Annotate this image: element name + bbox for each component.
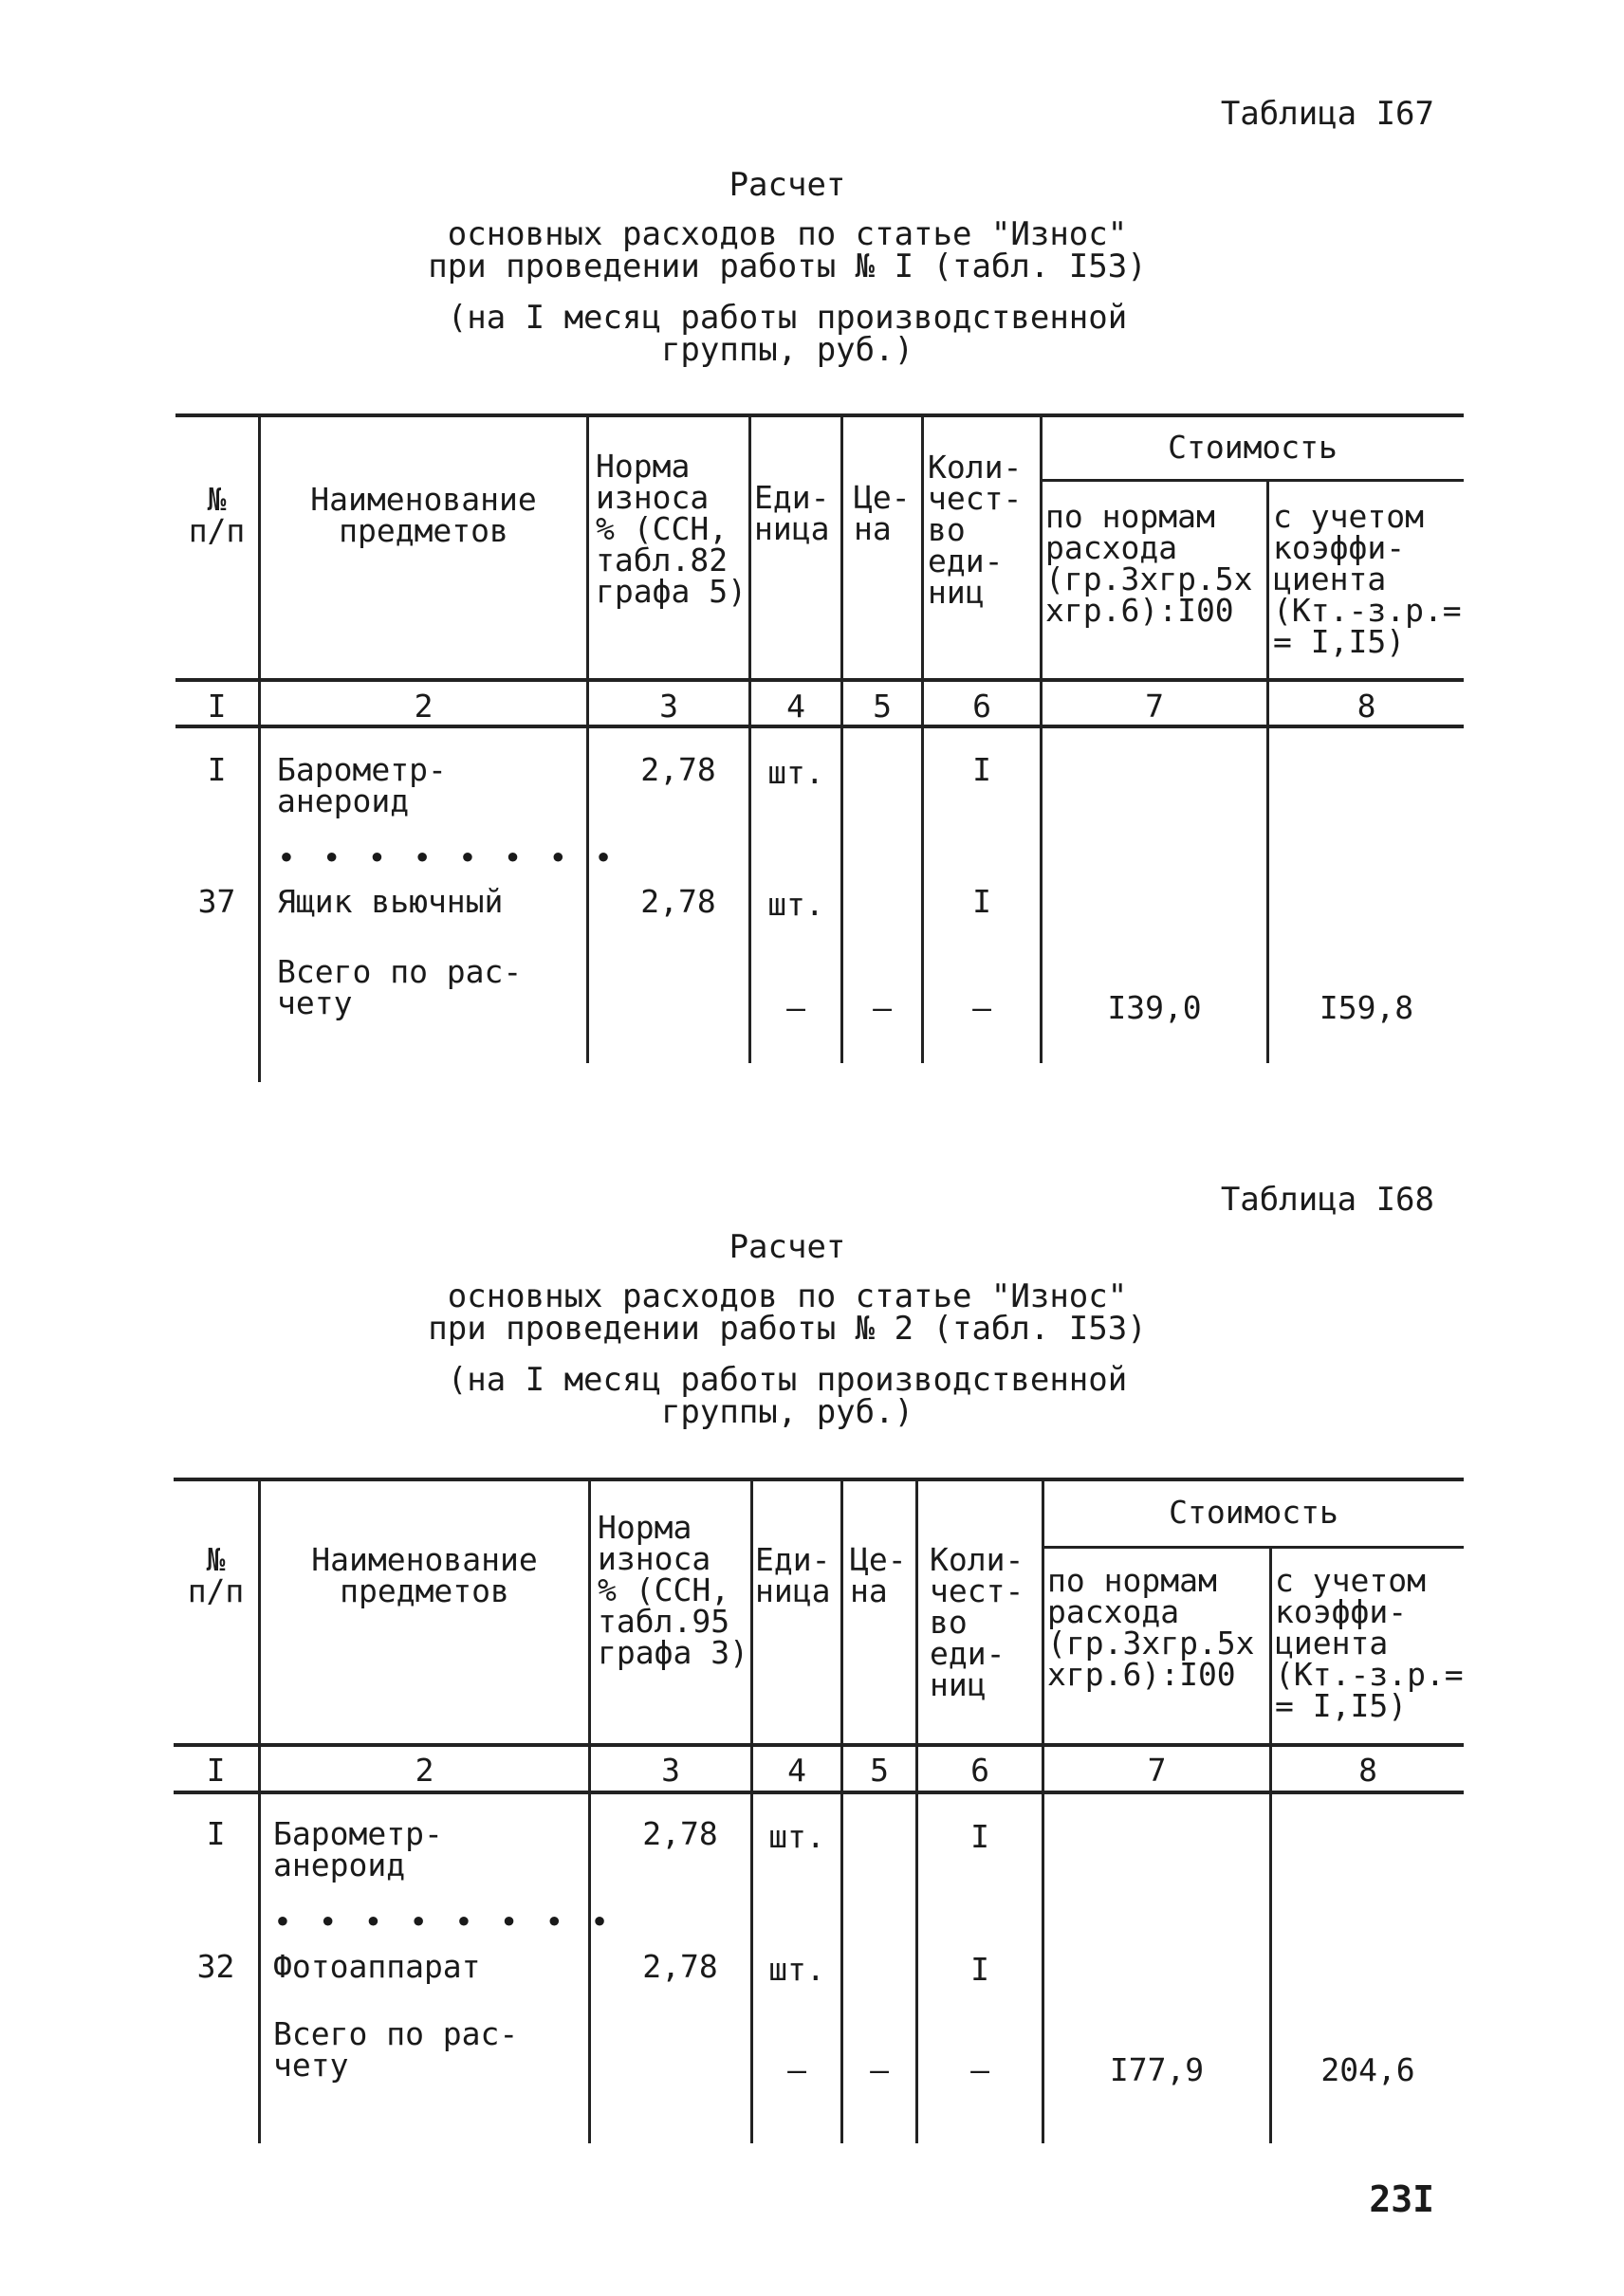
col-number: 5 [870,1752,889,1789]
col-number: 3 [661,1752,680,1789]
header-bottom-rule [175,678,1464,682]
row-unit: – [787,2051,806,2088]
row-norm: 2,78 [642,1948,718,1985]
row-qty: I [970,1818,989,1855]
row-norm: 2,78 [640,883,716,920]
page-number: 23I [1369,2178,1434,2220]
header-name: Наименование предметов [310,481,537,549]
caption-line: основных расходов по статье "Износ" [447,1277,1128,1315]
col-number: 6 [970,1752,989,1789]
row-total-7: I39,0 [1107,989,1202,1026]
row-num: I [207,751,227,788]
row-total-7: I77,9 [1109,2051,1205,2088]
col-divider [748,413,751,1063]
row-qty: I [970,1951,989,1988]
table-title: Расчет [729,166,846,204]
header-num: № п/п [187,1541,245,1609]
row-qty: – [972,989,991,1026]
table-label: Таблица I68 [1220,1181,1434,1219]
row-name: Барометр- анероид [277,751,447,819]
caption-line: при проведении работы № I (табл. I53) [428,248,1147,285]
colnum-bottom-rule [175,725,1464,728]
header-norm: Норма износа % (ССН, табл.82 графа 5) [596,448,747,610]
row-name: Фотоаппарат [273,1948,481,1985]
col-divider [1040,413,1043,1063]
caption-line: основных расходов по статье "Износ" [447,215,1128,253]
row-ellipsis: • • • • • • • • [277,839,618,876]
row-name: Всего по рас- чету [277,953,523,1021]
row-name: Ящик вьючный [277,883,504,920]
cost-subheader-rule [1043,1546,1464,1549]
table-top-rule [175,413,1464,417]
col-number: I [207,688,227,725]
row-ellipsis: • • • • • • • • [273,1903,614,1940]
header-qty: Коли- чест- во еди- ниц [930,1541,1024,1703]
caption-line: при проведении работы № 2 (табл. I53) [428,1310,1147,1348]
col-divider [921,413,924,1063]
table-top-rule [174,1478,1464,1481]
col-number: 4 [787,1752,806,1789]
row-num: I [206,1815,226,1852]
header-price: Це- на [850,1541,907,1609]
cost-subheader-rule [1042,479,1464,482]
col-number: 6 [972,688,991,725]
row-qty: I [972,883,991,920]
col-divider [840,1478,843,2143]
header-cost: Стоимость [1168,429,1338,466]
row-price: – [873,989,892,1026]
col-number: 7 [1147,1752,1167,1789]
col-number: 7 [1145,688,1164,725]
col-divider [750,1478,753,2143]
table-title: Расчет [729,1228,846,1266]
subcaption-line: группы, руб.) [660,331,914,369]
row-name: Всего по рас- чету [273,2015,519,2084]
col-divider [1042,1478,1044,2143]
row-price: – [870,2051,889,2088]
col-divider [915,1478,918,2143]
subcaption-line: (на I месяц работы производственной [447,299,1128,337]
col-number: 5 [873,688,892,725]
row-name: Барометр- анероид [273,1815,443,1883]
header-cost-coef: с учетом коэффи- циента (Кт.-з.р.= = I,I5) [1275,1562,1464,1724]
header-qty: Коли- чест- во еди- ниц [928,449,1023,611]
row-unit: шт. [767,754,824,791]
header-cost-norm: по нормам расхода (гр.3хгр.5х хгр.6):I00 [1047,1562,1255,1693]
row-num: 37 [197,883,236,920]
row-qty: I [972,751,991,788]
row-norm: 2,78 [642,1815,718,1852]
header-unit: Еди- ница [755,1541,831,1609]
row-num: 32 [196,1948,235,1985]
header-name: Наименование предметов [311,1541,538,1609]
col-number: 8 [1358,1752,1377,1789]
header-price: Це- на [854,479,911,547]
row-norm: 2,78 [640,751,716,788]
row-total-8: I59,8 [1319,989,1414,1026]
row-unit: – [786,989,805,1026]
header-unit: Еди- ница [754,479,830,547]
row-unit: шт. [768,1951,825,1988]
col-divider [588,1478,591,2143]
header-num: № п/п [188,481,246,549]
row-unit: шт. [767,886,824,923]
header-cost-coef: с учетом коэффи- циента (Кт.-з.р.= = I,I5) [1273,498,1462,660]
col-number: 3 [659,688,678,725]
header-norm: Норма износа % (ССН, табл.95 графа 3) [598,1509,748,1671]
row-total-8: 204,6 [1320,2051,1415,2088]
header-cost-norm: по нормам расхода (гр.3хгр.5х хгр.6):I00 [1045,498,1253,629]
col-number: 8 [1356,688,1376,725]
col-number: I [206,1752,226,1789]
col-divider [840,413,843,1063]
header-cost: Стоимость [1169,1494,1338,1531]
subcaption-line: (на I месяц работы производственной [447,1361,1128,1399]
col-number: 4 [786,688,805,725]
table-label: Таблица I67 [1220,95,1434,133]
col-divider [586,413,589,1063]
col-divider [1266,479,1269,1063]
row-qty: – [970,2051,989,2088]
row-unit: шт. [768,1818,825,1855]
col-number: 2 [415,1752,434,1789]
subcaption-line: группы, руб.) [660,1393,914,1431]
col-number: 2 [414,688,434,725]
